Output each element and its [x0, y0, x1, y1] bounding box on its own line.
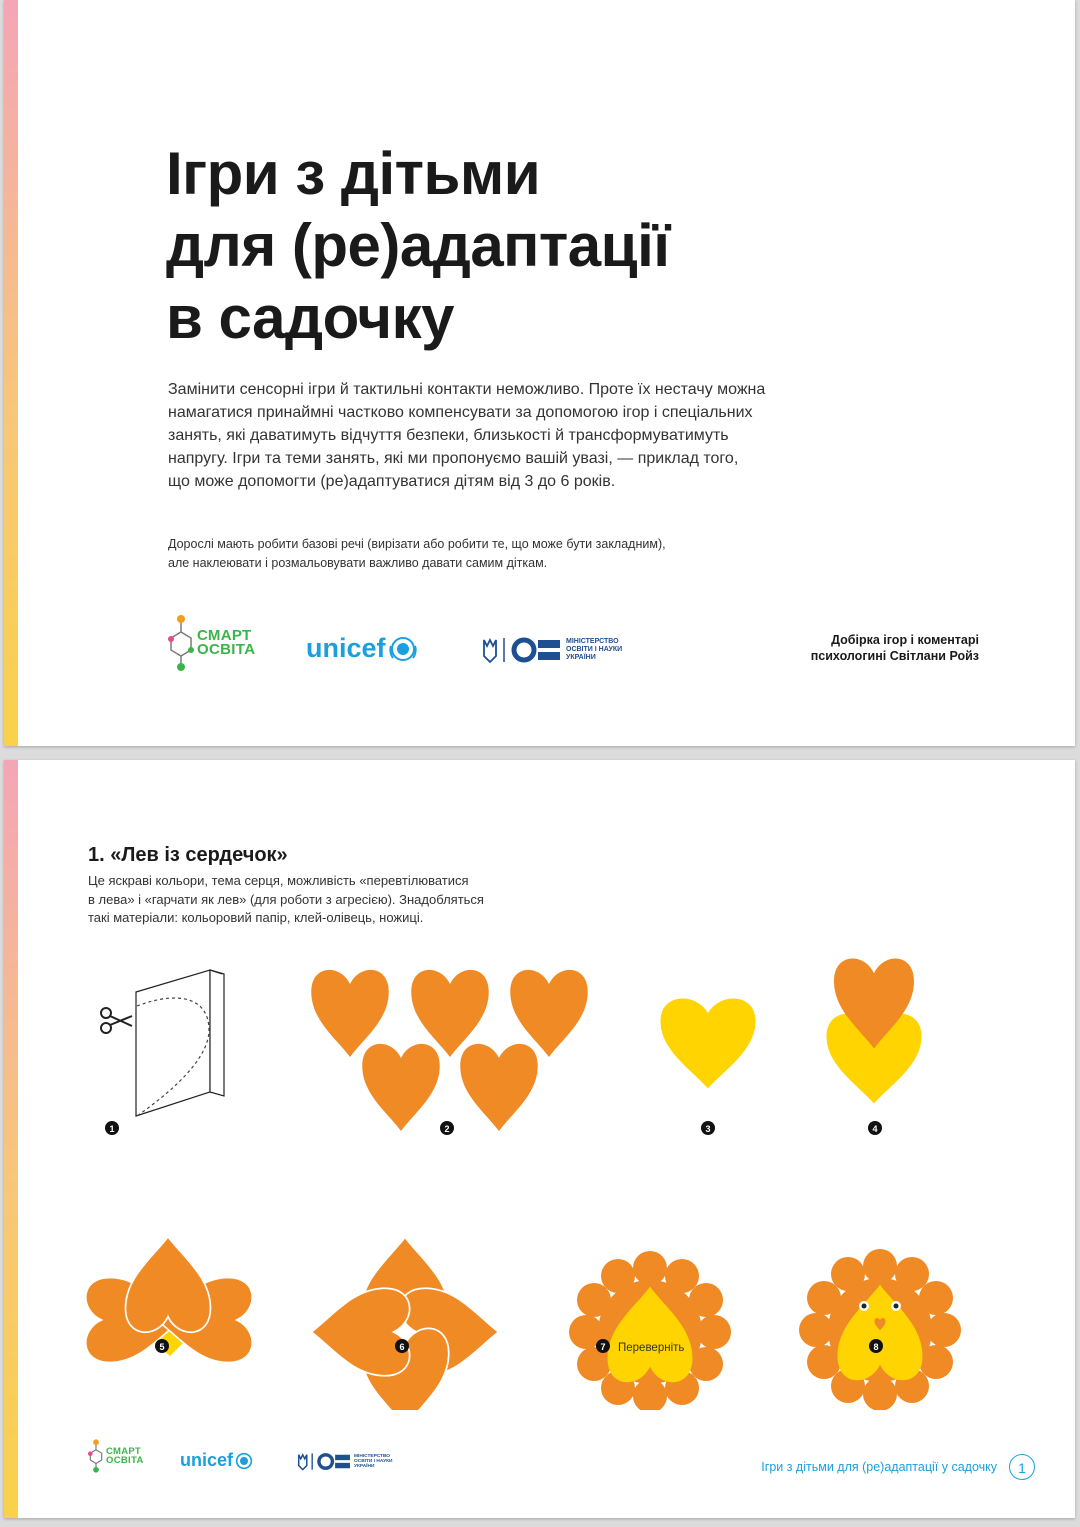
game-title: 1. «Лев із сердечок»	[88, 844, 288, 866]
desc-line: такі матеріали: кольоровий папір, клей-олівець, ножиці.	[88, 910, 424, 925]
step-badge	[155, 1339, 169, 1353]
unicef-wordmark: unicef	[180, 1450, 234, 1470]
color-stripe	[4, 0, 18, 746]
ministry-line: ОСВІТИ І НАУКИ	[566, 646, 623, 654]
smart-osvita-text	[106, 1447, 144, 1465]
intro-line: занять, які даватимуть відчуття безпеки, близькості й трансформуватимуть	[168, 427, 729, 444]
ministry-line: УКРАЇНИ	[354, 1464, 375, 1470]
smart-osvita-text	[197, 626, 256, 658]
unicef-logo	[180, 1450, 254, 1471]
page-number: 1	[1009, 1454, 1035, 1480]
osvita-word: ОСВІТА	[197, 641, 256, 658]
page-title	[166, 138, 670, 354]
intro-line: намагатися принаймні частково компенсувати за допомогою ігор і спеціальних	[168, 404, 753, 421]
svg-text:4: 4	[872, 1124, 878, 1134]
unicef-wordmark: unicef	[306, 633, 386, 663]
cover-page	[4, 0, 1075, 746]
ministry-line: МІНІСТЕРСТВО	[354, 1453, 391, 1459]
step-7-caption: Переверніть	[618, 1342, 685, 1354]
svg-text:5: 5	[159, 1342, 165, 1352]
step-badge	[701, 1121, 715, 1135]
intro-line: напругу. Ігри та теми занять, які ми пропонуємо вашій увазі, — приклад того,	[168, 450, 739, 467]
game-description	[88, 872, 528, 928]
ministry-logo	[480, 636, 622, 664]
ministry-emblem-icon	[296, 1452, 354, 1471]
step-5-figure	[86, 1237, 252, 1363]
footer-title: Ігри з дітьми для (ре)адаптації у садочку	[761, 1460, 997, 1474]
svg-text:3: 3	[705, 1124, 711, 1134]
ministry-line: ОСВІТИ І НАУКИ	[354, 1458, 393, 1464]
note-line: але наклеювати і розмальовувати важливо давати самим діткам.	[168, 556, 548, 570]
ministry-line: МІНІСТЕРСТВО	[566, 638, 619, 646]
note-paragraph	[168, 535, 788, 573]
svg-text:8: 8	[873, 1342, 879, 1352]
step-badge	[868, 1121, 882, 1135]
step-badge	[395, 1339, 409, 1353]
title-line: для (ре)адаптації	[166, 212, 670, 279]
svg-text:6: 6	[399, 1342, 405, 1352]
smart-osvita-logo	[88, 1438, 144, 1474]
title-line: Ігри з дітьми	[166, 140, 541, 207]
author-credit	[739, 632, 979, 664]
credit-line: Добірка ігор і коментарі	[831, 633, 979, 647]
note-line: Дорослі мають робити базові речі (вирізати або робити те, що може бути закладним),	[168, 537, 666, 551]
ministry-emblem-icon	[480, 636, 566, 664]
credit-line: психологині Світлани Ройз	[810, 649, 979, 663]
scissors-icon	[101, 1008, 132, 1033]
step-6-figure	[311, 1237, 499, 1410]
unicef-logo	[306, 633, 418, 664]
step-7-figure	[569, 1251, 731, 1410]
intro-line: Замінити сенсорні ігри й тактильні контакти неможливо. Проте їх нестачу можна	[168, 381, 766, 398]
svg-text:2: 2	[444, 1124, 450, 1134]
smart-word: СМАРТ	[197, 626, 252, 644]
step-badge	[440, 1121, 454, 1135]
step-3-figure	[661, 998, 756, 1088]
ministry-line: УКРАЇНИ	[566, 653, 596, 661]
unicef-emblem-icon	[388, 634, 418, 664]
smart-word: СМАРТ	[106, 1445, 142, 1457]
molecule-icon	[88, 1438, 104, 1474]
osvita-word: ОСВІТА	[106, 1455, 144, 1466]
desc-line: Це яскраві кольори, тема серця, можливість «перевтілюватися	[88, 873, 469, 888]
step-1-figure	[101, 970, 224, 1116]
step-4-figure	[827, 958, 922, 1103]
step-badge	[596, 1339, 610, 1353]
svg-text:7: 7	[600, 1342, 606, 1352]
ministry-text	[566, 638, 622, 661]
craft-steps-illustration	[4, 950, 1075, 1410]
step-badge	[869, 1339, 883, 1353]
step-badge	[105, 1121, 119, 1135]
intro-line: що може допомогти (ре)адаптуватися дітям від 3 до 6 років.	[168, 473, 616, 490]
unicef-emblem-icon	[234, 1451, 254, 1471]
svg-text:1: 1	[109, 1124, 115, 1134]
ministry-logo	[296, 1452, 392, 1471]
desc-line: в лева» і «гарчати як лев» (для роботи з агресією). Знадобляться	[88, 891, 484, 907]
molecule-icon	[167, 614, 195, 672]
intro-paragraph	[168, 378, 808, 493]
title-line: в садочку	[166, 284, 454, 351]
step-2-figure	[311, 970, 588, 1131]
smart-osvita-logo	[167, 614, 255, 672]
game-page	[4, 760, 1075, 1518]
step-8-figure	[799, 1249, 961, 1410]
ministry-text	[354, 1454, 392, 1470]
